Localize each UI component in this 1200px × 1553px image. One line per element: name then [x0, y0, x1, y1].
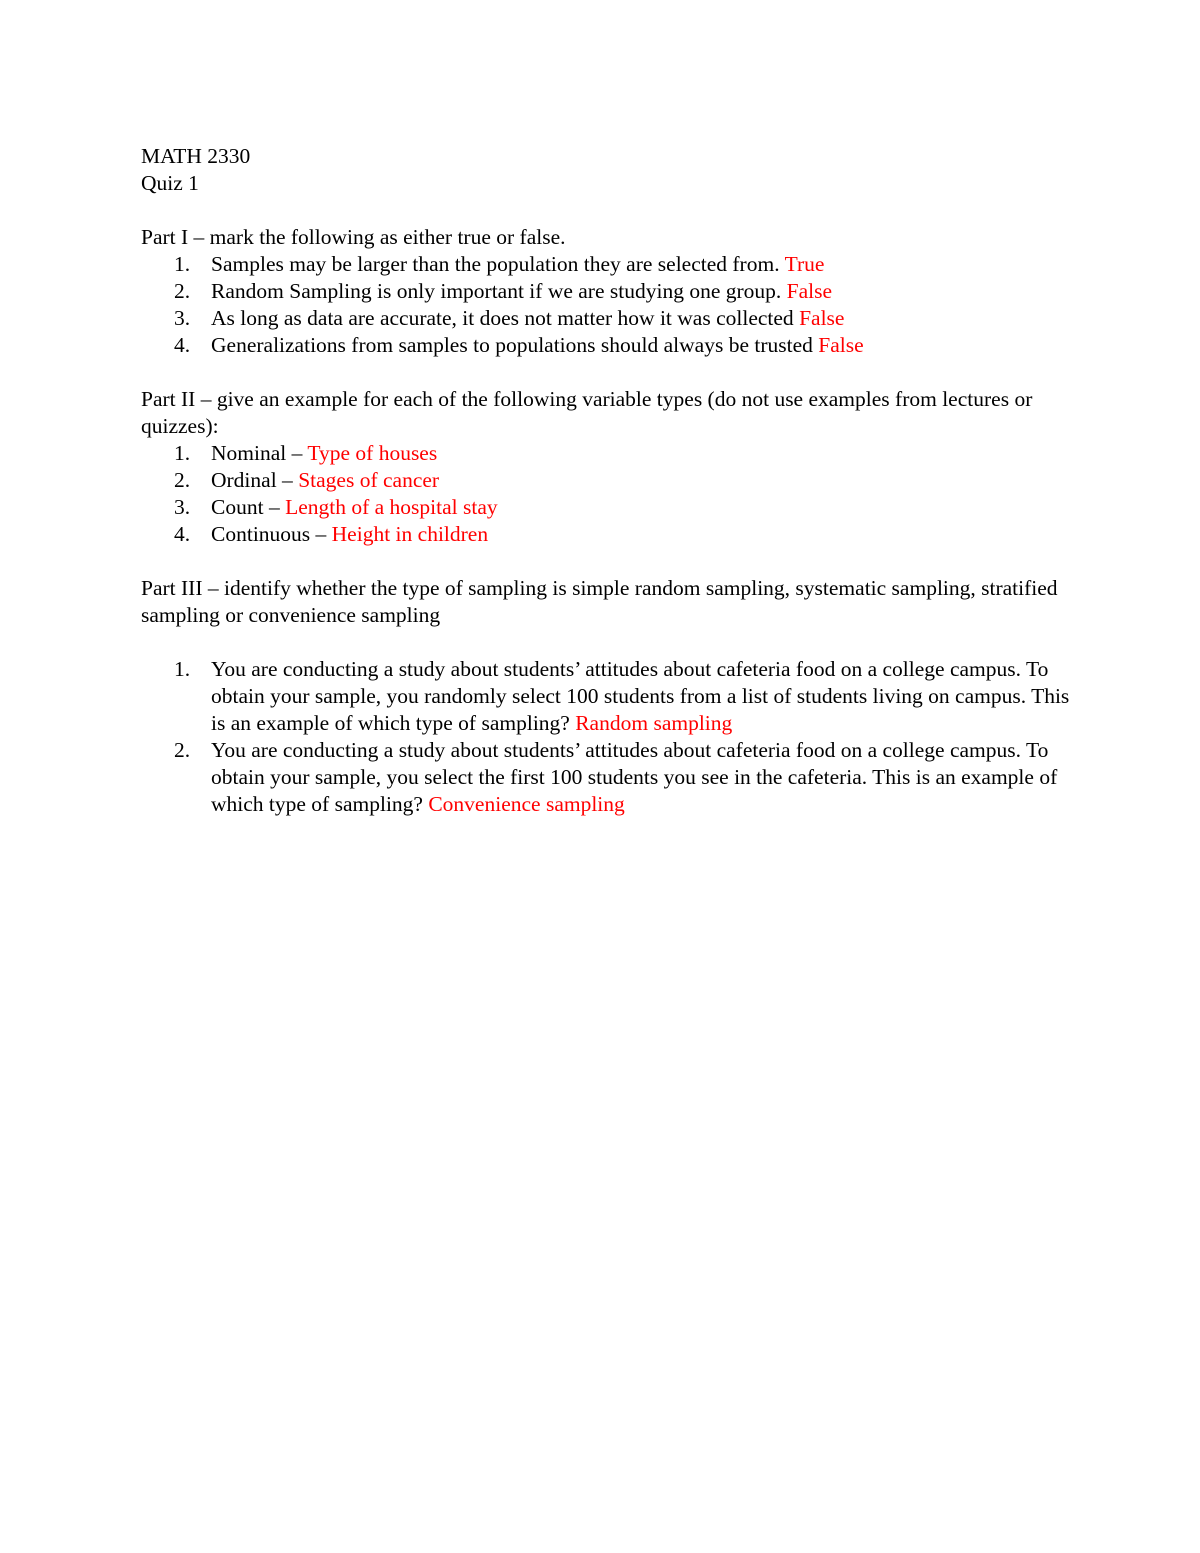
item-answer: Random sampling — [575, 711, 733, 735]
part1-item — [141, 251, 1071, 278]
item-number: 4. — [174, 522, 191, 546]
item-answer: False — [818, 333, 864, 357]
item-number: 2. — [174, 468, 191, 492]
part3-item — [141, 656, 1071, 737]
spacer — [141, 629, 1071, 656]
part2-item — [141, 521, 1071, 548]
item-answer: False — [786, 279, 833, 303]
part1-list — [141, 251, 1071, 359]
part3-heading: Part III – identify whether the type of sampling is simple random sampling, systematic sampling, stratified sampling or convenience sampling — [141, 576, 1058, 627]
quiz-document — [141, 143, 1071, 818]
item-question: As long as data are accurate, it does not matter how it was collected — [211, 306, 800, 330]
item-number: 1. — [174, 441, 191, 465]
item-number: 2. — [174, 279, 191, 303]
item-number: 1. — [174, 657, 191, 681]
part2-list — [141, 440, 1071, 548]
quiz-title: Quiz 1 — [141, 171, 199, 195]
part1-item — [141, 332, 1071, 359]
part1-item — [141, 305, 1071, 332]
item-question: Continuous – — [211, 522, 332, 546]
part3-item — [141, 737, 1071, 818]
item-answer: Convenience sampling — [428, 792, 625, 816]
item-number: 2. — [174, 738, 191, 762]
course-title: MATH 2330 — [141, 144, 251, 168]
part2-item — [141, 467, 1071, 494]
spacer — [141, 197, 1071, 224]
item-question: Nominal – — [211, 441, 308, 465]
item-question: You are conducting a study about students’ attitudes about cafeteria food on a college campus. To obtain your sample, you select the first 100 students you see in the cafeteria. This is an example of which type of sampling? — [211, 738, 1058, 816]
part2-heading: Part II – give an example for each of the following variable types (do not use examples from lectures or quizzes): — [141, 387, 1033, 438]
part2-item — [141, 494, 1071, 521]
part1-item — [141, 278, 1071, 305]
item-answer: True — [784, 252, 825, 276]
part2-item — [141, 440, 1071, 467]
item-number: 3. — [174, 306, 191, 330]
spacer — [141, 359, 1071, 386]
item-answer: Height in children — [331, 522, 489, 546]
item-answer: Type of houses — [307, 441, 438, 465]
item-question: You are conducting a study about students’ attitudes about cafeteria food on a college campus. To obtain your sample, you randomly select 100 students from a list of students living on campus. This is an example of which type of sampling? — [211, 657, 1070, 735]
item-question: Random Sampling is only important if we are studying one group. — [211, 279, 787, 303]
item-number: 4. — [174, 333, 191, 357]
part3-list — [141, 656, 1071, 818]
item-number: 1. — [174, 252, 191, 276]
item-number: 3. — [174, 495, 191, 519]
item-answer: False — [799, 306, 845, 330]
item-answer: Length of a hospital stay — [285, 495, 498, 519]
item-question: Samples may be larger than the population they are selected from. — [211, 252, 785, 276]
part1-heading: Part I – mark the following as either true or false. — [141, 225, 566, 249]
item-question: Count – — [211, 495, 286, 519]
item-question: Generalizations from samples to populations should always be trusted — [211, 333, 819, 357]
spacer — [141, 548, 1071, 575]
item-answer: Stages of cancer — [298, 468, 440, 492]
item-question: Ordinal – — [211, 468, 299, 492]
